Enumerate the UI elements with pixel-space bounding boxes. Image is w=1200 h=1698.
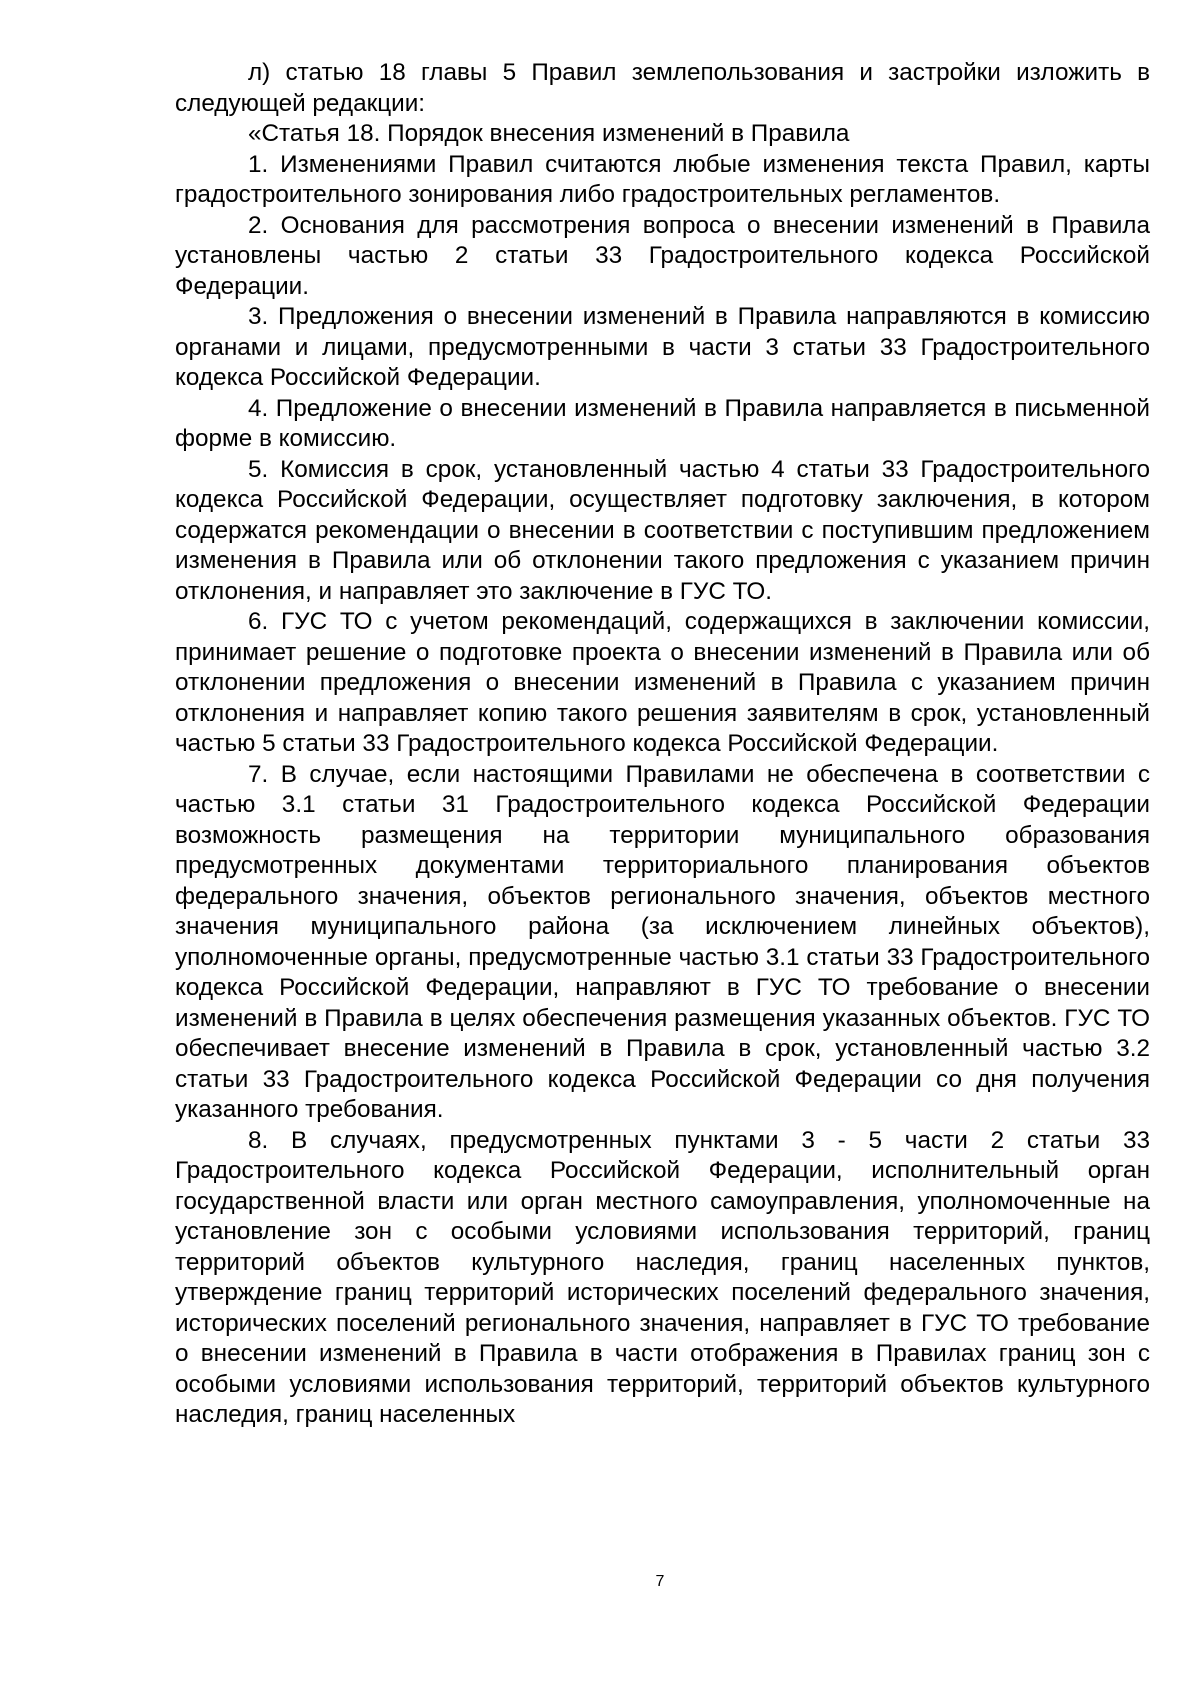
page-number: 7	[655, 1573, 665, 1590]
paragraph-item-8: 8. В случаях, предусмотренных пунктами 3 - 5 части 2 статьи 33 Градостроительного кодекса Российской Федерации, исполнительный орган государственной власти или орган местного самоуправления, уполномоченные на установление зон с особыми условиями использования территорий, границ территорий объектов культурного наследия, границ населенных пунктов, утверждение границ территорий исторических поселений федерального значения, исторических поселений регионального значения, направляет в ГУС ТО требование о внесении изменений в Правила в части отображения в Правилах границ зон с особыми условиями использования территорий, территорий объектов культурного наследия, границ населенных	[175, 1126, 1150, 1428]
paragraph-item-1: 1. Изменениями Правил считаются любые изменения текста Правил, карты градостроительного зонирования либо градостроительных регламентов.	[175, 150, 1150, 208]
paragraph-item-6: 6. ГУС ТО с учетом рекомендаций, содержащихся в заключении комиссии, принимает решение о подготовке проекта о внесении изменений в Правила или об отклонении предложения о внесении изменений в Правила с указанием причин отклонения и направляет копию такого решения заявителям в срок, установленный частью 5 статьи 33 Градостроительного кодекса Российской Федерации.	[175, 608, 1150, 757]
paragraph-item-4: 4. Предложение о внесении изменений в Правила направляется в письменной форме в комиссию.	[175, 394, 1150, 452]
document-body	[175, 58, 1150, 1431]
paragraph-item-3: 3. Предложения о внесении изменений в Правила направляются в комиссию органами и лицами, предусмотренными в части 3 статьи 33 Градостроительного кодекса Российской Федерации.	[175, 303, 1150, 391]
paragraph-item-2: 2. Основания для рассмотрения вопроса о внесении изменений в Правила установлены частью 2 статьи 33 Градостроительного кодекса Российской Федерации.	[175, 211, 1150, 300]
paragraph-article-title: «Статья 18. Порядок внесения изменений в Правила	[248, 120, 850, 147]
paragraph-item-5: 5. Комиссия в срок, установленный частью 4 статьи 33 Градостроительного кодекса Российской Федерации, осуществляет подготовку заключения, в котором содержатся рекомендации о внесении в соответствии с поступившим предложением изменения в Правила или об отклонении такого предложения с указанием причин отклонения, и направляет это заключение в ГУС ТО.	[175, 455, 1150, 605]
paragraph-item-7: 7. В случае, если настоящими Правилами не обеспечена в соответствии с частью 3.1 статьи 31 Градостроительного кодекса Российской Федерации возможность размещения на территории муниципального образования предусмотренных документами территориального планирования объектов федерального значения, объектов регионального значения, объектов местного значения муниципального района (за исключением линейных объектов), уполномоченные органы, предусмотренные частью 3.1 статьи 33 Градостроительного кодекса Российской Федерации, направляют в ГУС ТО требование о внесении изменений в Правила в целях обеспечения размещения указанных объектов. ГУС ТО обеспечивает внесение изменений в Правила в срок, установленный частью 3.2 статьи 33 Градостроительного кодекса Российской Федерации со дня получения указанного требования.	[175, 760, 1150, 1123]
paragraph-amendment-intro: л) статью 18 главы 5 Правил землепользования и застройки изложить в следующей редакции:	[175, 59, 1150, 117]
